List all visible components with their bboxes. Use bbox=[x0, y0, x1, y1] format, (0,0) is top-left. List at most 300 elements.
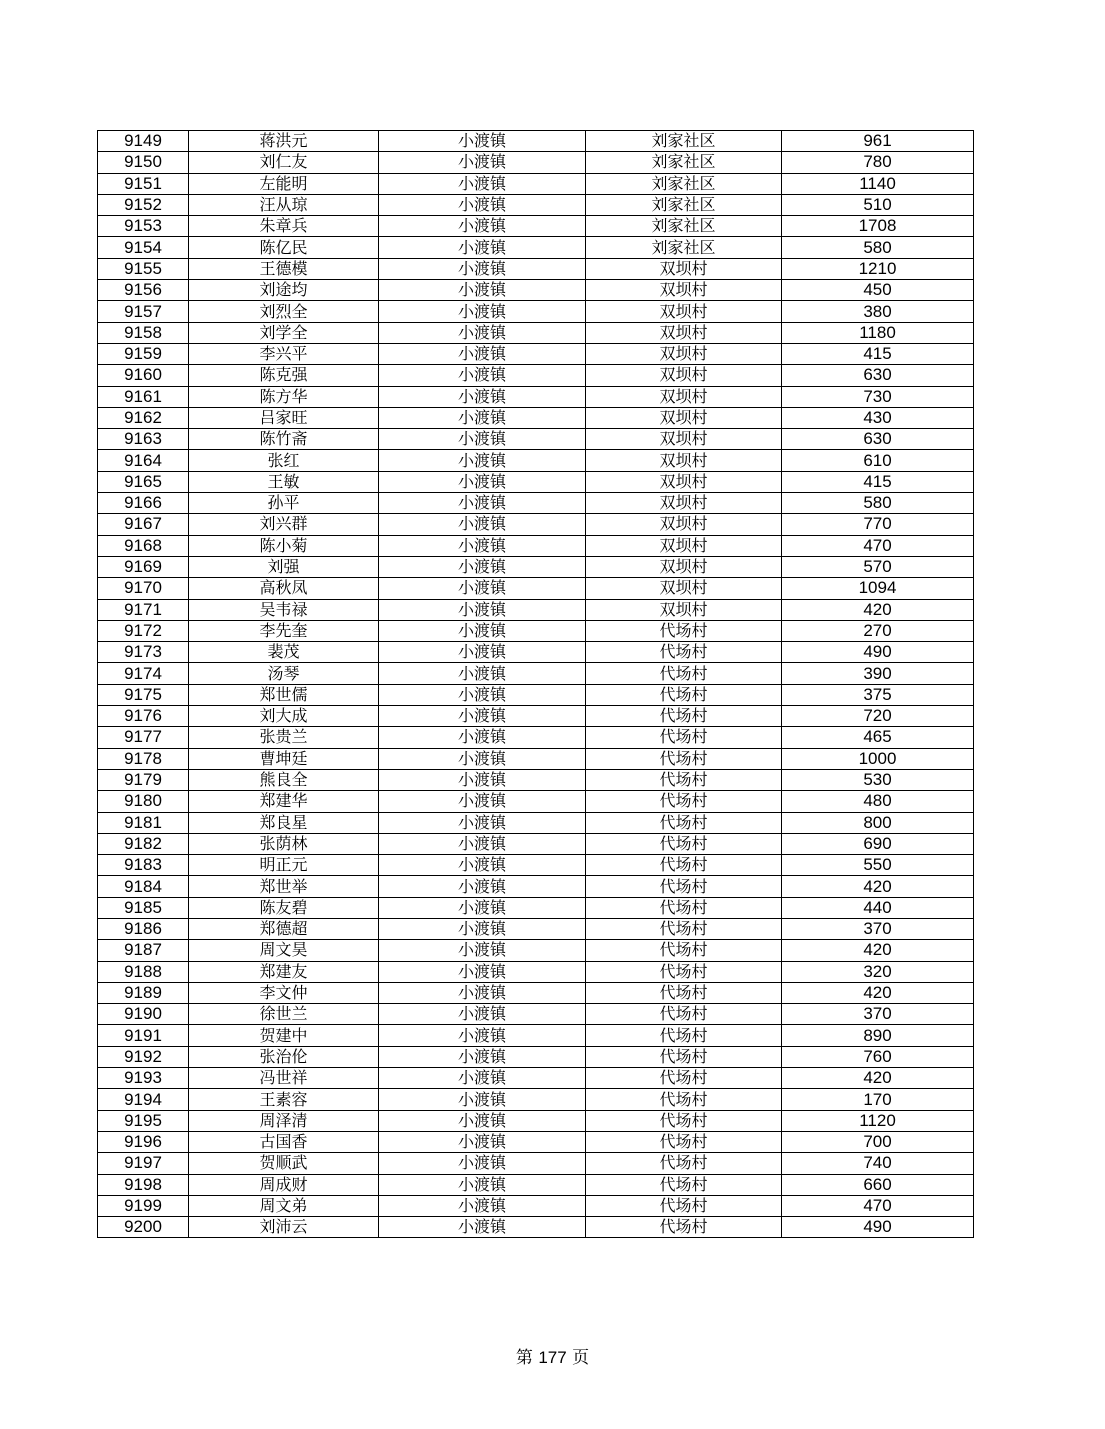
table-row bbox=[98, 386, 974, 407]
name-cell: 刘强 bbox=[189, 556, 379, 577]
table-body bbox=[98, 131, 974, 1238]
row-id-cell: 9166 bbox=[98, 493, 189, 514]
table-row bbox=[98, 301, 974, 322]
table-row bbox=[98, 237, 974, 258]
table-row bbox=[98, 812, 974, 833]
table-row bbox=[98, 493, 974, 514]
name-cell: 吕家旺 bbox=[189, 407, 379, 428]
name-cell: 张治伦 bbox=[189, 1046, 379, 1067]
village-cell: 代场村 bbox=[586, 1110, 782, 1131]
name-cell: 高秋凤 bbox=[189, 578, 379, 599]
row-id-cell: 9199 bbox=[98, 1195, 189, 1216]
row-id-cell: 9159 bbox=[98, 343, 189, 364]
name-cell: 周文昊 bbox=[189, 940, 379, 961]
town-cell: 小渡镇 bbox=[379, 791, 586, 812]
name-cell: 孙平 bbox=[189, 493, 379, 514]
name-cell: 刘学全 bbox=[189, 322, 379, 343]
name-cell: 刘仁友 bbox=[189, 152, 379, 173]
amount-cell: 1210 bbox=[782, 258, 974, 279]
table-row bbox=[98, 322, 974, 343]
name-cell: 熊良全 bbox=[189, 769, 379, 790]
town-cell: 小渡镇 bbox=[379, 237, 586, 258]
town-cell: 小渡镇 bbox=[379, 812, 586, 833]
town-cell: 小渡镇 bbox=[379, 386, 586, 407]
name-cell: 张荫林 bbox=[189, 833, 379, 854]
table-row bbox=[98, 535, 974, 556]
town-cell: 小渡镇 bbox=[379, 556, 586, 577]
town-cell: 小渡镇 bbox=[379, 663, 586, 684]
village-cell: 代场村 bbox=[586, 961, 782, 982]
row-id-cell: 9197 bbox=[98, 1153, 189, 1174]
table-row bbox=[98, 556, 974, 577]
village-cell: 双坝村 bbox=[586, 599, 782, 620]
amount-cell: 961 bbox=[782, 131, 974, 152]
amount-cell: 490 bbox=[782, 642, 974, 663]
village-cell: 代场村 bbox=[586, 684, 782, 705]
town-cell: 小渡镇 bbox=[379, 1046, 586, 1067]
town-cell: 小渡镇 bbox=[379, 620, 586, 641]
row-id-cell: 9192 bbox=[98, 1046, 189, 1067]
town-cell: 小渡镇 bbox=[379, 982, 586, 1003]
amount-cell: 700 bbox=[782, 1131, 974, 1152]
town-cell: 小渡镇 bbox=[379, 1068, 586, 1089]
row-id-cell: 9149 bbox=[98, 131, 189, 152]
table-row bbox=[98, 727, 974, 748]
row-id-cell: 9190 bbox=[98, 1004, 189, 1025]
village-cell: 双坝村 bbox=[586, 322, 782, 343]
village-cell: 双坝村 bbox=[586, 450, 782, 471]
row-id-cell: 9193 bbox=[98, 1068, 189, 1089]
village-cell: 双坝村 bbox=[586, 343, 782, 364]
town-cell: 小渡镇 bbox=[379, 1153, 586, 1174]
table-row bbox=[98, 343, 974, 364]
page-footer bbox=[0, 1343, 1105, 1368]
row-id-cell: 9171 bbox=[98, 599, 189, 620]
table-row bbox=[98, 897, 974, 918]
table-row bbox=[98, 1131, 974, 1152]
row-id-cell: 9187 bbox=[98, 940, 189, 961]
town-cell: 小渡镇 bbox=[379, 684, 586, 705]
town-cell: 小渡镇 bbox=[379, 1110, 586, 1131]
name-cell: 郑良星 bbox=[189, 812, 379, 833]
amount-cell: 420 bbox=[782, 982, 974, 1003]
table-row bbox=[98, 1174, 974, 1195]
amount-cell: 370 bbox=[782, 1004, 974, 1025]
row-id-cell: 9160 bbox=[98, 365, 189, 386]
name-cell: 刘途均 bbox=[189, 280, 379, 301]
amount-cell: 380 bbox=[782, 301, 974, 322]
village-cell: 双坝村 bbox=[586, 535, 782, 556]
row-id-cell: 9194 bbox=[98, 1089, 189, 1110]
amount-cell: 490 bbox=[782, 1217, 974, 1238]
amount-cell: 170 bbox=[782, 1089, 974, 1110]
row-id-cell: 9162 bbox=[98, 407, 189, 428]
amount-cell: 730 bbox=[782, 386, 974, 407]
row-id-cell: 9191 bbox=[98, 1025, 189, 1046]
row-id-cell: 9182 bbox=[98, 833, 189, 854]
village-cell: 双坝村 bbox=[586, 429, 782, 450]
table-row bbox=[98, 1217, 974, 1238]
name-cell: 左能明 bbox=[189, 173, 379, 194]
amount-cell: 660 bbox=[782, 1174, 974, 1195]
town-cell: 小渡镇 bbox=[379, 599, 586, 620]
name-cell: 陈克强 bbox=[189, 365, 379, 386]
name-cell: 郑建友 bbox=[189, 961, 379, 982]
town-cell: 小渡镇 bbox=[379, 535, 586, 556]
town-cell: 小渡镇 bbox=[379, 216, 586, 237]
name-cell: 王德模 bbox=[189, 258, 379, 279]
village-cell: 代场村 bbox=[586, 940, 782, 961]
town-cell: 小渡镇 bbox=[379, 471, 586, 492]
town-cell: 小渡镇 bbox=[379, 514, 586, 535]
name-cell: 陈方华 bbox=[189, 386, 379, 407]
table-row bbox=[98, 258, 974, 279]
village-cell: 代场村 bbox=[586, 727, 782, 748]
amount-cell: 690 bbox=[782, 833, 974, 854]
row-id-cell: 9186 bbox=[98, 918, 189, 939]
village-cell: 代场村 bbox=[586, 876, 782, 897]
town-cell: 小渡镇 bbox=[379, 876, 586, 897]
name-cell: 周泽清 bbox=[189, 1110, 379, 1131]
name-cell: 王敏 bbox=[189, 471, 379, 492]
village-cell: 代场村 bbox=[586, 855, 782, 876]
name-cell: 刘大成 bbox=[189, 706, 379, 727]
name-cell: 刘沛云 bbox=[189, 1217, 379, 1238]
amount-cell: 415 bbox=[782, 343, 974, 364]
page-number: 177 bbox=[538, 1348, 567, 1367]
town-cell: 小渡镇 bbox=[379, 1174, 586, 1195]
village-cell: 双坝村 bbox=[586, 365, 782, 386]
row-id-cell: 9170 bbox=[98, 578, 189, 599]
village-cell: 双坝村 bbox=[586, 407, 782, 428]
table-row bbox=[98, 1025, 974, 1046]
amount-cell: 320 bbox=[782, 961, 974, 982]
amount-cell: 420 bbox=[782, 876, 974, 897]
town-cell: 小渡镇 bbox=[379, 769, 586, 790]
name-cell: 刘兴群 bbox=[189, 514, 379, 535]
name-cell: 王素容 bbox=[189, 1089, 379, 1110]
name-cell: 裴茂 bbox=[189, 642, 379, 663]
town-cell: 小渡镇 bbox=[379, 1004, 586, 1025]
amount-cell: 630 bbox=[782, 429, 974, 450]
name-cell: 蒋洪元 bbox=[189, 131, 379, 152]
table-row bbox=[98, 748, 974, 769]
name-cell: 陈小菊 bbox=[189, 535, 379, 556]
village-cell: 代场村 bbox=[586, 748, 782, 769]
amount-cell: 420 bbox=[782, 1068, 974, 1089]
table-row bbox=[98, 429, 974, 450]
village-cell: 代场村 bbox=[586, 706, 782, 727]
table-row bbox=[98, 918, 974, 939]
row-id-cell: 9158 bbox=[98, 322, 189, 343]
row-id-cell: 9174 bbox=[98, 663, 189, 684]
name-cell: 贺顺武 bbox=[189, 1153, 379, 1174]
amount-cell: 580 bbox=[782, 237, 974, 258]
town-cell: 小渡镇 bbox=[379, 1025, 586, 1046]
amount-cell: 1140 bbox=[782, 173, 974, 194]
row-id-cell: 9184 bbox=[98, 876, 189, 897]
row-id-cell: 9164 bbox=[98, 450, 189, 471]
amount-cell: 415 bbox=[782, 471, 974, 492]
village-cell: 代场村 bbox=[586, 833, 782, 854]
name-cell: 陈亿民 bbox=[189, 237, 379, 258]
village-cell: 代场村 bbox=[586, 1153, 782, 1174]
amount-cell: 780 bbox=[782, 152, 974, 173]
town-cell: 小渡镇 bbox=[379, 918, 586, 939]
village-cell: 代场村 bbox=[586, 1195, 782, 1216]
amount-cell: 440 bbox=[782, 897, 974, 918]
row-id-cell: 9185 bbox=[98, 897, 189, 918]
village-cell: 双坝村 bbox=[586, 386, 782, 407]
amount-cell: 760 bbox=[782, 1046, 974, 1067]
row-id-cell: 9154 bbox=[98, 237, 189, 258]
town-cell: 小渡镇 bbox=[379, 343, 586, 364]
village-cell: 代场村 bbox=[586, 791, 782, 812]
data-table bbox=[97, 130, 974, 1238]
row-id-cell: 9168 bbox=[98, 535, 189, 556]
village-cell: 双坝村 bbox=[586, 280, 782, 301]
town-cell: 小渡镇 bbox=[379, 131, 586, 152]
amount-cell: 270 bbox=[782, 620, 974, 641]
table-row bbox=[98, 982, 974, 1003]
amount-cell: 1000 bbox=[782, 748, 974, 769]
name-cell: 朱章兵 bbox=[189, 216, 379, 237]
name-cell: 古国香 bbox=[189, 1131, 379, 1152]
name-cell: 刘烈全 bbox=[189, 301, 379, 322]
name-cell: 周成财 bbox=[189, 1174, 379, 1195]
table-row bbox=[98, 961, 974, 982]
amount-cell: 570 bbox=[782, 556, 974, 577]
row-id-cell: 9181 bbox=[98, 812, 189, 833]
village-cell: 代场村 bbox=[586, 769, 782, 790]
amount-cell: 470 bbox=[782, 1195, 974, 1216]
row-id-cell: 9150 bbox=[98, 152, 189, 173]
town-cell: 小渡镇 bbox=[379, 322, 586, 343]
row-id-cell: 9180 bbox=[98, 791, 189, 812]
town-cell: 小渡镇 bbox=[379, 1217, 586, 1238]
table-row bbox=[98, 1089, 974, 1110]
row-id-cell: 9200 bbox=[98, 1217, 189, 1238]
village-cell: 代场村 bbox=[586, 1174, 782, 1195]
village-cell: 双坝村 bbox=[586, 258, 782, 279]
row-id-cell: 9157 bbox=[98, 301, 189, 322]
table-row bbox=[98, 1110, 974, 1131]
table-row bbox=[98, 684, 974, 705]
table-row bbox=[98, 578, 974, 599]
table-row bbox=[98, 216, 974, 237]
name-cell: 李兴平 bbox=[189, 343, 379, 364]
amount-cell: 1180 bbox=[782, 322, 974, 343]
name-cell: 郑世举 bbox=[189, 876, 379, 897]
amount-cell: 375 bbox=[782, 684, 974, 705]
village-cell: 刘家社区 bbox=[586, 237, 782, 258]
amount-cell: 1708 bbox=[782, 216, 974, 237]
table-row bbox=[98, 131, 974, 152]
village-cell: 刘家社区 bbox=[586, 216, 782, 237]
name-cell: 冯世祥 bbox=[189, 1068, 379, 1089]
row-id-cell: 9196 bbox=[98, 1131, 189, 1152]
row-id-cell: 9179 bbox=[98, 769, 189, 790]
table-row bbox=[98, 855, 974, 876]
name-cell: 张红 bbox=[189, 450, 379, 471]
amount-cell: 740 bbox=[782, 1153, 974, 1174]
village-cell: 双坝村 bbox=[586, 578, 782, 599]
name-cell: 陈竹斋 bbox=[189, 429, 379, 450]
village-cell: 代场村 bbox=[586, 982, 782, 1003]
row-id-cell: 9177 bbox=[98, 727, 189, 748]
amount-cell: 430 bbox=[782, 407, 974, 428]
town-cell: 小渡镇 bbox=[379, 173, 586, 194]
row-id-cell: 9178 bbox=[98, 748, 189, 769]
town-cell: 小渡镇 bbox=[379, 706, 586, 727]
name-cell: 贺建中 bbox=[189, 1025, 379, 1046]
name-cell: 周文弟 bbox=[189, 1195, 379, 1216]
table-row bbox=[98, 1195, 974, 1216]
village-cell: 代场村 bbox=[586, 897, 782, 918]
amount-cell: 550 bbox=[782, 855, 974, 876]
name-cell: 吴韦禄 bbox=[189, 599, 379, 620]
village-cell: 双坝村 bbox=[586, 514, 782, 535]
table-row bbox=[98, 514, 974, 535]
amount-cell: 720 bbox=[782, 706, 974, 727]
village-cell: 代场村 bbox=[586, 918, 782, 939]
amount-cell: 470 bbox=[782, 535, 974, 556]
row-id-cell: 9176 bbox=[98, 706, 189, 727]
table-row bbox=[98, 706, 974, 727]
village-cell: 代场村 bbox=[586, 1004, 782, 1025]
data-table-container bbox=[97, 130, 974, 1238]
footer-suffix: 页 bbox=[572, 1348, 590, 1368]
name-cell: 李先奎 bbox=[189, 620, 379, 641]
amount-cell: 630 bbox=[782, 365, 974, 386]
row-id-cell: 9169 bbox=[98, 556, 189, 577]
table-row bbox=[98, 173, 974, 194]
name-cell: 汤琴 bbox=[189, 663, 379, 684]
table-row bbox=[98, 833, 974, 854]
village-cell: 代场村 bbox=[586, 812, 782, 833]
town-cell: 小渡镇 bbox=[379, 1195, 586, 1216]
amount-cell: 390 bbox=[782, 663, 974, 684]
row-id-cell: 9189 bbox=[98, 982, 189, 1003]
row-id-cell: 9156 bbox=[98, 280, 189, 301]
village-cell: 代场村 bbox=[586, 1068, 782, 1089]
town-cell: 小渡镇 bbox=[379, 855, 586, 876]
town-cell: 小渡镇 bbox=[379, 407, 586, 428]
row-id-cell: 9173 bbox=[98, 642, 189, 663]
amount-cell: 370 bbox=[782, 918, 974, 939]
village-cell: 双坝村 bbox=[586, 493, 782, 514]
town-cell: 小渡镇 bbox=[379, 833, 586, 854]
village-cell: 代场村 bbox=[586, 620, 782, 641]
name-cell: 郑德超 bbox=[189, 918, 379, 939]
amount-cell: 420 bbox=[782, 599, 974, 620]
table-row bbox=[98, 450, 974, 471]
village-cell: 代场村 bbox=[586, 1217, 782, 1238]
row-id-cell: 9152 bbox=[98, 194, 189, 215]
name-cell: 汪从琼 bbox=[189, 194, 379, 215]
name-cell: 郑世儒 bbox=[189, 684, 379, 705]
amount-cell: 1094 bbox=[782, 578, 974, 599]
town-cell: 小渡镇 bbox=[379, 365, 586, 386]
name-cell: 李文仲 bbox=[189, 982, 379, 1003]
table-row bbox=[98, 194, 974, 215]
amount-cell: 610 bbox=[782, 450, 974, 471]
row-id-cell: 9155 bbox=[98, 258, 189, 279]
table-row bbox=[98, 365, 974, 386]
village-cell: 双坝村 bbox=[586, 556, 782, 577]
name-cell: 张贵兰 bbox=[189, 727, 379, 748]
row-id-cell: 9175 bbox=[98, 684, 189, 705]
table-row bbox=[98, 620, 974, 641]
town-cell: 小渡镇 bbox=[379, 940, 586, 961]
table-row bbox=[98, 791, 974, 812]
town-cell: 小渡镇 bbox=[379, 152, 586, 173]
row-id-cell: 9163 bbox=[98, 429, 189, 450]
table-row bbox=[98, 940, 974, 961]
row-id-cell: 9188 bbox=[98, 961, 189, 982]
town-cell: 小渡镇 bbox=[379, 1131, 586, 1152]
village-cell: 双坝村 bbox=[586, 301, 782, 322]
amount-cell: 530 bbox=[782, 769, 974, 790]
town-cell: 小渡镇 bbox=[379, 258, 586, 279]
table-row bbox=[98, 599, 974, 620]
town-cell: 小渡镇 bbox=[379, 1089, 586, 1110]
name-cell: 徐世兰 bbox=[189, 1004, 379, 1025]
village-cell: 代场村 bbox=[586, 1089, 782, 1110]
town-cell: 小渡镇 bbox=[379, 493, 586, 514]
table-row bbox=[98, 152, 974, 173]
town-cell: 小渡镇 bbox=[379, 194, 586, 215]
amount-cell: 1120 bbox=[782, 1110, 974, 1131]
table-row bbox=[98, 280, 974, 301]
town-cell: 小渡镇 bbox=[379, 727, 586, 748]
row-id-cell: 9153 bbox=[98, 216, 189, 237]
amount-cell: 450 bbox=[782, 280, 974, 301]
table-row bbox=[98, 876, 974, 897]
row-id-cell: 9165 bbox=[98, 471, 189, 492]
row-id-cell: 9183 bbox=[98, 855, 189, 876]
village-cell: 代场村 bbox=[586, 1046, 782, 1067]
town-cell: 小渡镇 bbox=[379, 450, 586, 471]
name-cell: 明正元 bbox=[189, 855, 379, 876]
village-cell: 刘家社区 bbox=[586, 131, 782, 152]
town-cell: 小渡镇 bbox=[379, 429, 586, 450]
table-row bbox=[98, 1068, 974, 1089]
amount-cell: 770 bbox=[782, 514, 974, 535]
town-cell: 小渡镇 bbox=[379, 897, 586, 918]
amount-cell: 420 bbox=[782, 940, 974, 961]
amount-cell: 480 bbox=[782, 791, 974, 812]
row-id-cell: 9167 bbox=[98, 514, 189, 535]
amount-cell: 800 bbox=[782, 812, 974, 833]
town-cell: 小渡镇 bbox=[379, 280, 586, 301]
village-cell: 代场村 bbox=[586, 642, 782, 663]
amount-cell: 510 bbox=[782, 194, 974, 215]
row-id-cell: 9161 bbox=[98, 386, 189, 407]
row-id-cell: 9198 bbox=[98, 1174, 189, 1195]
row-id-cell: 9172 bbox=[98, 620, 189, 641]
village-cell: 刘家社区 bbox=[586, 173, 782, 194]
village-cell: 双坝村 bbox=[586, 471, 782, 492]
name-cell: 曹坤廷 bbox=[189, 748, 379, 769]
footer-prefix: 第 bbox=[515, 1348, 533, 1368]
table-row bbox=[98, 471, 974, 492]
table-row bbox=[98, 407, 974, 428]
village-cell: 刘家社区 bbox=[586, 152, 782, 173]
amount-cell: 580 bbox=[782, 493, 974, 514]
town-cell: 小渡镇 bbox=[379, 961, 586, 982]
table-row bbox=[98, 663, 974, 684]
